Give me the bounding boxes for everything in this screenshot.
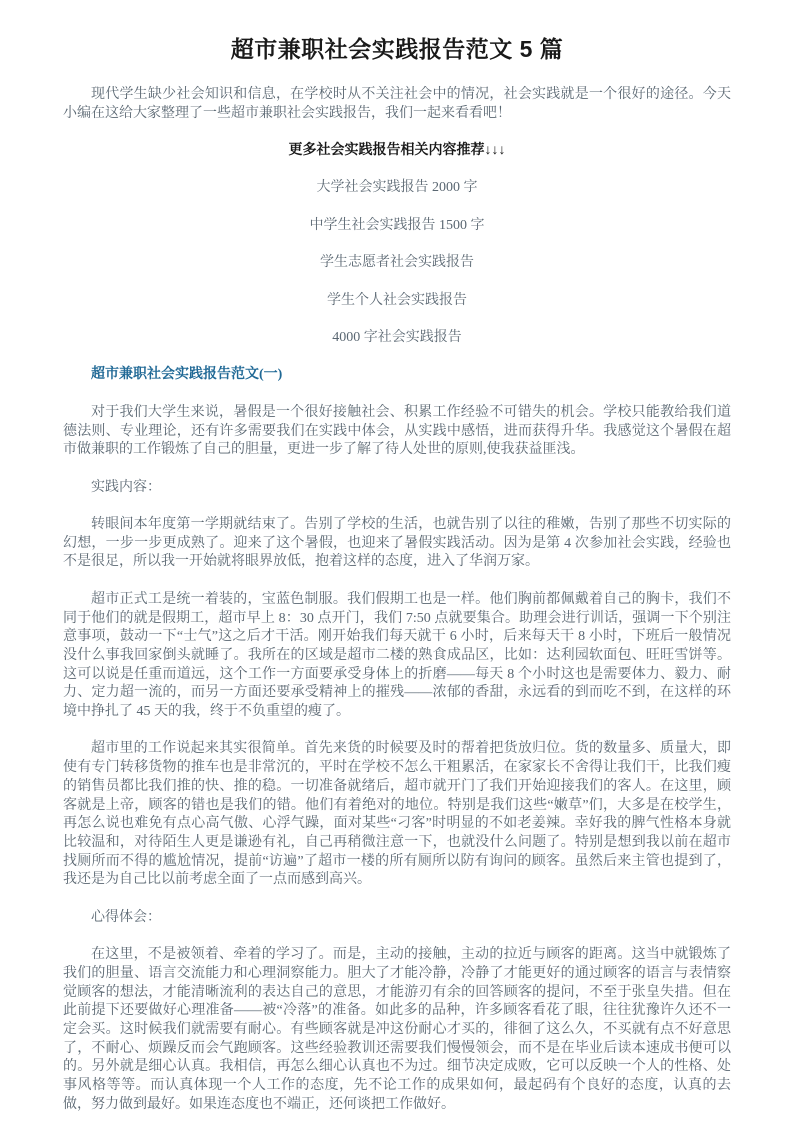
section-one-paragraph-3: 超市正式工是统一着装的，宝蓝色制服。我们假期工也是一样。他们胸前都佩戴着自己的胸卡，我们不同于他们的就是假期工，超市早上 8：30 点开门，我们 7:50 点就要集合。助理会进行训话，强调一下个别注意事项，鼓动一下“士气”这之后才干活。刚开始我们每天就干 6 小时，后来每天干 8 小时，下班后一般情况没什么事我回家倒头就睡了。我所在的区域是超市二楼的熟食成品区，比如：达利园软面包、旺旺雪饼等。这可以说是任重而道远，这个工作一方面要承受身体上的折磨——每天 8 个小时这也是需要体力、毅力、耐力、定力超一流的，而另一方面还要承受精神上的摧残——浓郁的香甜，永远看的到而吃不到，在这样的环境中挣扎了 45 天的我，终于不负重望的瘦了。: [63, 591, 731, 720]
page-title: 超市兼职社会实践报告范文 5 篇: [230, 36, 564, 62]
section-one-heading: 超市兼职社会实践报告范文(一): [91, 367, 283, 383]
recommend-link-4000-word-report: 4000 字社会实践报告: [332, 330, 462, 346]
recommend-link-personal-report: 学生个人社会实践报告: [327, 292, 467, 308]
recommend-link-university-report: 大学社会实践报告 2000 字: [316, 180, 478, 196]
section-one-paragraph-5: 在这里，不是被领着、牵着的学习了。而是，主动的接触，主动的拉近与顾客的距离。这当中就锻炼了我们的胆量、语言交流能力和心理洞察能力。胆大了才能冷静，冷静了才能更好的通过顾客的语言与表情察觉顾客的想法，才能清晰流利的表达自己的意思，才能游刃有余的回答顾客的提问，不至于张皇失措。但在此前提下还要做好心理准备——被“冷落”的准备。如此多的品种，许多顾客看花了眼，往往犹豫许久还不一定会买。这时候我们就需要有耐心。有些顾客就是冲这份耐心才买的，徘徊了这么久，不买就有点不好意思了，不耐心、烦躁反而会气跑顾客。这些经验教训还需要我们慢慢领会，而不是在毕业后读本速成书便可以的。另外就是细心认真。我相信，再怎么细心认真也不为过。细节决定成败，它可以反映一个人的性格、处事风格等等。而认真体现一个人工作的态度，先不论工作的成果如何，最起码有个良好的态度，认真的去做，努力做到最好。如果连态度也不端正，还何谈把工作做好。: [63, 947, 731, 1112]
section-one-paragraph-2: 转眼间本年度第一学期就结束了。告别了学校的生活，也就告别了以往的稚嫩，告别了那些不切实际的幻想，一步一步更成熟了。迎来了这个暑假，也迎来了暑假实践活动。因为是第 4 次参加社会实践，经验也不是很足，所以我一开始就将眼界放低，抱着这样的态度，进入了华润万家。: [63, 517, 731, 570]
practice-content-label: 实践内容：: [91, 479, 161, 495]
recommend-link-middle-school-report: 中学生社会实践报告 1500 字: [309, 217, 485, 233]
section-one-paragraph-1: 对于我们大学生来说，暑假是一个很好接触社会、积累工作经验不可错失的机会。学校只能教给我们道德法则、专业理论，还有许多需要我们在实践中体会，从实践中感悟，进而获得升华。我感觉这个暑假在超市做兼职的工作锻炼了自己的胆量，更进一步了解了待人处世的原则,使我获益匪浅。: [63, 404, 731, 458]
intro-paragraph: 现代学生缺少社会知识和信息，在学校时从不关注社会中的情况，社会实践就是一个很好的途径。今天小编在这给大家整理了一些超市兼职社会实践报告，我们一起来看看吧！: [63, 87, 731, 121]
section-one-paragraph-4: 超市里的工作说起来其实很简单。首先来货的时候要及时的帮着把货放归位。货的数量多、质量大，即使有专门转移货物的推车也是非常沉的，平时在学校不怎么干粗累活，在家家长不舍得让我们干，比我们瘦的销售员都比我们推的快、推的稳。一切准备就绪后，超市就开门了我们开始迎接我们的客人。在这里，顾客就是上帝，顾客的错也是我们的错。他们有着绝对的地位。特别是我们这些“嫩草”们，大多是在校学生，再怎么说也难免有点心高气傲、心浮气躁，面对某些“刁客”时明显的不如老姜辣。幸好我的脾气性格本身就比较温和，对待陌生人更是谦逊有礼，自己再稍微注意一下，也就没什么问题了。特别是想到我以前在超市找厕所而不得的尴尬情况，提前“访遍”了超市一楼的所有厕所以防有询问的顾客。虽然后来主管也提到了，我还是为自己比以前考虑全面了一点而感到高兴。: [63, 741, 731, 888]
recommend-heading: 更多社会实践报告相关内容推荐↓↓↓: [288, 143, 506, 159]
experience-label: 心得体会：: [91, 909, 161, 925]
recommend-link-volunteer-report: 学生志愿者社会实践报告: [320, 255, 474, 271]
